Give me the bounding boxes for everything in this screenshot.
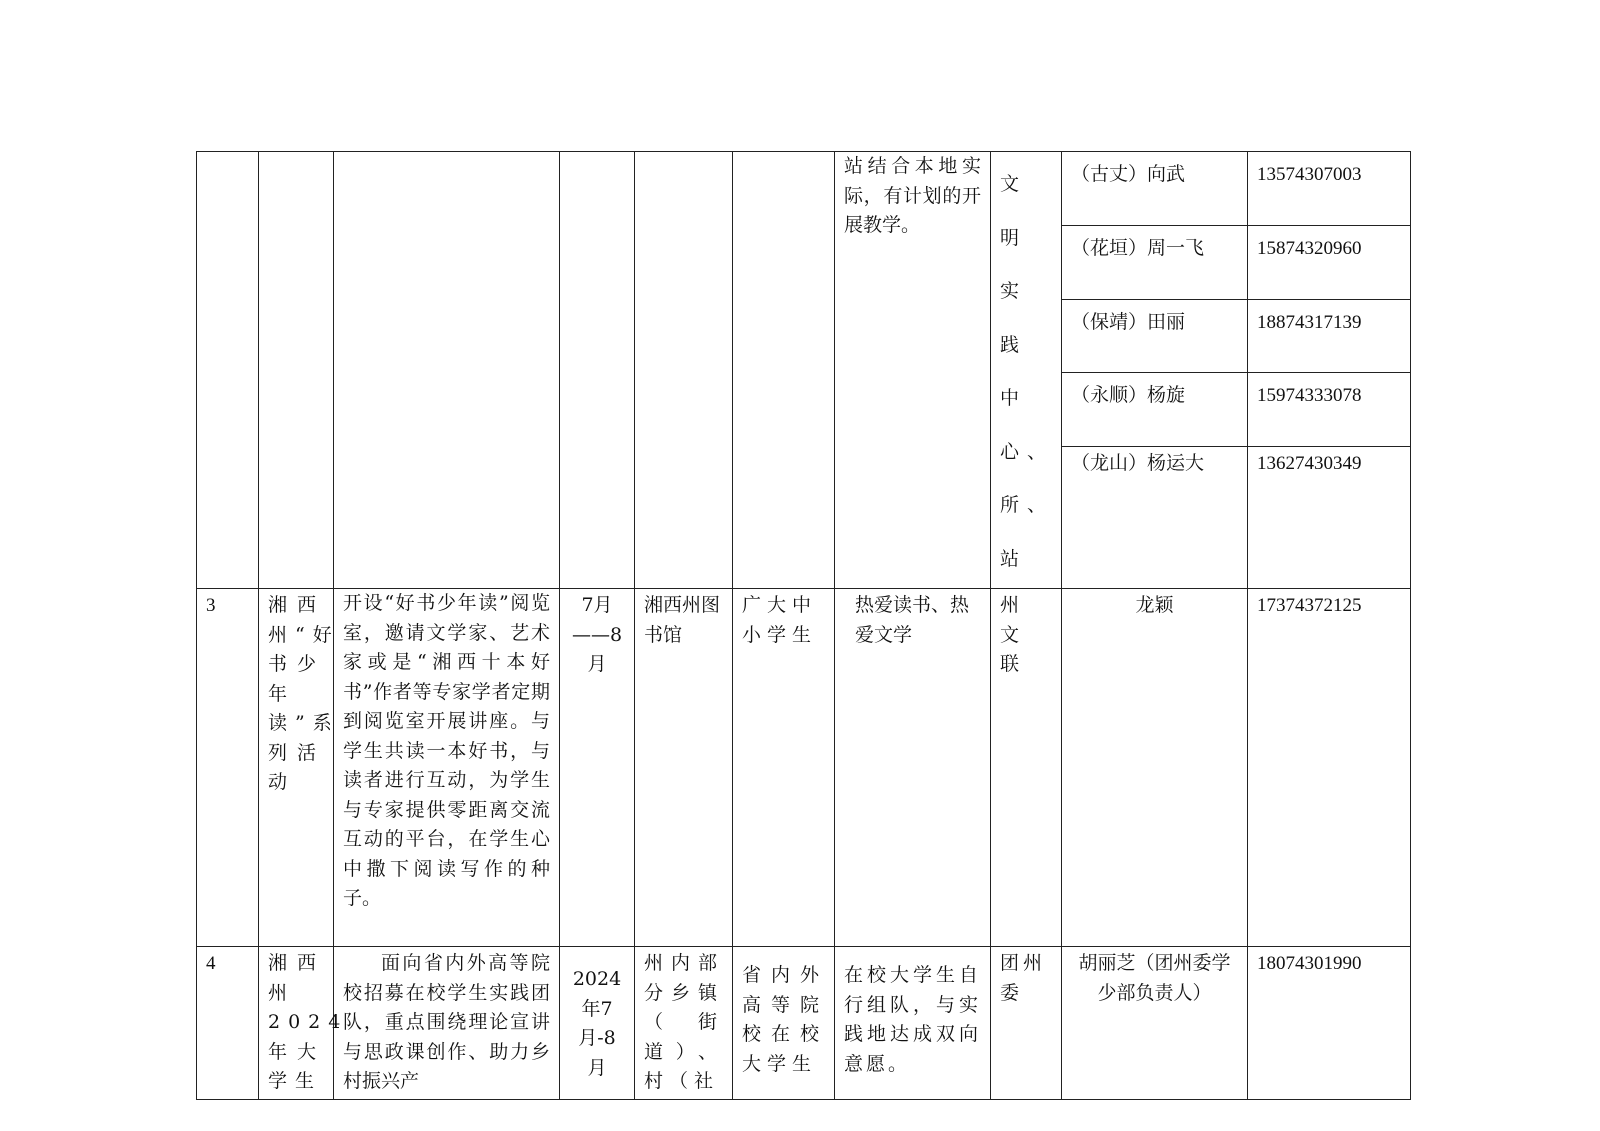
target-cell: 广大中小学生 <box>733 589 835 947</box>
target-cell <box>733 152 835 589</box>
org-line: 心、 <box>1000 440 1055 463</box>
name-text: 湘西州2024年大学生 <box>268 952 349 1092</box>
content-cell: 开设“好书少年读”阅览室，邀请文学家、艺术家或是“湘西十本好书”作者等专家学者定期到阅览室开展讲座。与学生共读一本好书，与读者进行互动，为学生与专家提供零距离交流互动的平台，在学生心中撒下阅读写作的种子。 <box>334 589 560 947</box>
content-cell <box>334 152 560 589</box>
contact-cell: （花垣）周一飞 <box>1062 225 1248 299</box>
phone-cell: 18074301990 <box>1248 947 1411 1100</box>
content-cell <box>334 947 560 1100</box>
org-cell <box>991 152 1062 589</box>
contact-cell: 胡丽芝（团州委学少部负责人） <box>1062 947 1248 1100</box>
time-text: 2024年7月-8月 <box>572 968 622 1079</box>
name-cell <box>259 152 334 589</box>
org-cell: 团州委 <box>991 947 1062 1100</box>
name-cell: 湘西州“好书少年读”系列活动 <box>259 589 334 947</box>
content-tail-cell: 站结合本地实际，有计划的开展教学。 <box>835 152 991 589</box>
phone-cell: 15974333078 <box>1248 373 1411 447</box>
contact-cell: （永顺）杨旋 <box>1062 373 1248 447</box>
org-line: 实践 <box>1000 280 1028 356</box>
org-line: 所、 <box>1000 494 1055 516</box>
time-cell <box>560 152 635 589</box>
no-cell <box>197 152 259 589</box>
phone-cell: 17374372125 <box>1248 589 1411 947</box>
contact-cell: （龙山）杨运大 <box>1062 447 1248 589</box>
place-cell: 湘西州图书馆 <box>635 589 733 947</box>
org-cell: 州文联 <box>991 589 1062 947</box>
content-text: 面向省内外高等院校招募在校学生实践团队，重点围绕理论宣讲与思政课创作、助力乡村振兴产 <box>343 952 550 1092</box>
org-line: 文明 <box>1000 173 1028 249</box>
target-text: 省内外高等院校在校大学生 <box>742 964 825 1075</box>
requirement-cell: 在校大学生自行组队，与实践地达成双向意愿。 <box>835 947 991 1100</box>
table-row <box>197 589 1411 947</box>
phone-cell: 15874320960 <box>1248 225 1411 299</box>
contact-cell: 龙颖 <box>1062 589 1248 947</box>
no-cell: 3 <box>197 589 259 947</box>
phone-cell: 13627430349 <box>1248 447 1411 589</box>
table-row <box>197 152 1411 226</box>
phone-cell: 18874317139 <box>1248 299 1411 373</box>
requirement-cell: 热爱读书、热爱文学 <box>835 589 991 947</box>
activity-table <box>196 151 1411 1100</box>
place-cell <box>635 152 733 589</box>
time-cell: 7月——8月 <box>560 589 635 947</box>
target-cell <box>733 947 835 1100</box>
contact-cell: （保靖）田丽 <box>1062 299 1248 373</box>
place-text: 州内部分乡镇（街道）、村（社 <box>644 952 723 1092</box>
contact-cell: （古丈）向武 <box>1062 152 1248 226</box>
org-line: 站 <box>1000 547 1028 570</box>
org-line: 中 <box>1000 387 1028 409</box>
no-cell: 4 <box>197 947 259 1100</box>
place-cell <box>635 947 733 1100</box>
name-cell <box>259 947 349 1100</box>
time-cell <box>560 947 635 1100</box>
phone-cell: 13574307003 <box>1248 152 1411 226</box>
table-row <box>197 947 1411 1100</box>
